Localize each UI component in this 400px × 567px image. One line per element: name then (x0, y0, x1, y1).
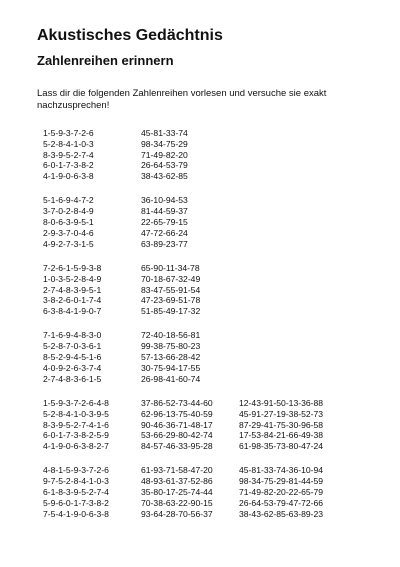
number-sequence: 45-81-33-74 (141, 128, 188, 138)
number-sequence: 98-34-75-29-81-44-59 (239, 476, 324, 487)
number-sequence: 22-65-79-15 (141, 217, 188, 228)
number-sequence: 71-49-82-20-22-65-79 (239, 487, 324, 498)
number-sequence: 1-5-9-3-7-2-6 (43, 128, 94, 138)
sequence-row (43, 330, 349, 341)
sequence-row (43, 171, 349, 182)
number-sequence: 3-8-2-6-0-1-7-4 (43, 295, 102, 306)
number-sequence: 8-5-2-9-4-5-1-6 (43, 352, 102, 363)
sequence-row (43, 150, 349, 161)
number-sequence: 6-1-8-3-9-5-2-7-4 (43, 487, 109, 498)
number-sequence: 93-64-28-70-56-37 (141, 508, 213, 519)
number-sequence: 51-85-49-17-32 (141, 306, 201, 317)
number-sequence: 26-64-53-79 (141, 160, 188, 171)
sequence-row (43, 487, 349, 498)
number-sequence: 37-86-52-73-44-60 (141, 397, 213, 408)
sequence-row (43, 160, 349, 171)
number-sequence: 6-0-1-7-3-8-2 (43, 160, 94, 171)
number-sequence: 2-7-4-8-3-9-5-1 (43, 284, 102, 295)
sequence-row (43, 398, 349, 409)
number-sequence: 62-96-13-75-40-59 (141, 408, 213, 419)
sequence-row (43, 341, 349, 352)
number-sequence: 4-8-1-5-9-3-7-2-6 (43, 465, 109, 476)
sequence-row (43, 476, 349, 487)
sequence-row (43, 430, 349, 441)
number-sequence: 98-34-75-29 (141, 138, 188, 149)
number-sequence: 61-98-35-73-80-47-24 (239, 441, 324, 452)
number-sequence: 7-5-4-1-9-0-6-3-8 (43, 508, 109, 519)
instruction-text: Lass dir die folgenden Zahlenreihen vorlesen und versuche sie exakt nachzusprechen! (37, 88, 327, 111)
number-sequence: 1-5-9-3-7-2-6-4-8 (43, 397, 109, 408)
sequence-row (43, 374, 349, 385)
number-sequence: 84-57-46-33-95-28 (141, 441, 213, 452)
sequence-row (43, 441, 349, 452)
sequence-row (43, 352, 349, 363)
number-sequence: 17-53-84-21-66-49-38 (239, 430, 324, 441)
sequence-row (43, 295, 349, 306)
sequence-row (43, 285, 349, 296)
number-sequence: 26-64-53-79-47-72-66 (239, 497, 324, 508)
sequence-row (43, 217, 349, 228)
number-sequence: 4-1-9-0-6-3-8-2-7 (43, 441, 109, 452)
number-sequence: 38-43-62-85-63-89-23 (239, 508, 324, 519)
sequence-group (43, 128, 349, 182)
number-sequence: 57-13-66-28-42 (141, 352, 201, 363)
number-sequence: 5-2-8-7-0-3-6-1 (43, 341, 102, 352)
number-sequence: 35-80-17-25-74-44 (141, 487, 213, 498)
number-sequence: 9-7-5-2-8-4-1-0-3 (43, 476, 109, 487)
number-sequence: 90-46-36-71-48-17 (141, 419, 213, 430)
number-sequence: 4-0-9-2-6-3-7-4 (43, 362, 102, 373)
number-sequence: 70-38-63-22-90-15 (141, 497, 213, 508)
sequence-row (43, 128, 349, 139)
sequence-group (43, 465, 349, 519)
number-sequence: 45-91-27-19-38-52-73 (239, 408, 324, 419)
sequence-row (43, 139, 349, 150)
sequence-group (43, 398, 349, 452)
number-sequence: 5-9-6-0-1-7-3-8-2 (43, 497, 109, 508)
sequence-row (43, 509, 349, 520)
number-sequence: 8-3-9-5-2-7-4 (43, 149, 94, 160)
number-sequence: 99-38-75-80-23 (141, 341, 201, 352)
number-sequence: 5-2-8-4-1-0-3-9-5 (43, 408, 109, 419)
number-sequence: 1-0-3-5-2-8-4-9 (43, 273, 102, 284)
number-sequence-groups (43, 128, 349, 533)
number-sequence: 3-7-0-2-8-4-9 (43, 206, 94, 217)
number-sequence: 8-3-9-5-2-7-4-1-6 (43, 419, 109, 430)
number-sequence: 5-2-8-4-1-0-3 (43, 138, 94, 149)
document-title: Akustisches Gedächtnis (37, 27, 223, 44)
number-sequence: 45-81-33-74-36-10-94 (239, 465, 324, 476)
number-sequence: 6-3-8-4-1-9-0-7 (43, 306, 102, 317)
number-sequence: 38-43-62-85 (141, 171, 188, 182)
number-sequence: 63-89-23-77 (141, 238, 188, 249)
sequence-row (43, 363, 349, 374)
number-sequence: 81-44-59-37 (141, 206, 188, 217)
number-sequence: 26-98-41-60-74 (141, 373, 201, 384)
number-sequence: 70-18-67-32-49 (141, 273, 201, 284)
sequence-group (43, 330, 349, 384)
number-sequence: 30-75-94-17-55 (141, 362, 201, 373)
number-sequence: 12-43-91-50-13-36-88 (239, 397, 324, 408)
number-sequence: 61-93-71-58-47-20 (141, 465, 213, 476)
number-sequence: 7-2-6-1-5-9-3-8 (43, 262, 102, 273)
sequence-row (43, 239, 349, 250)
number-sequence: 6-0-1-7-3-8-2-5-9 (43, 430, 109, 441)
sequence-row (43, 206, 349, 217)
number-sequence: 47-23-69-51-78 (141, 295, 201, 306)
number-sequence: 2-9-3-7-0-4-6 (43, 227, 94, 238)
sequence-row (43, 409, 349, 420)
sequence-row (43, 306, 349, 317)
sequence-row (43, 263, 349, 274)
number-sequence: 65-90-11-34-78 (141, 262, 200, 273)
number-sequence: 53-66-29-80-42-74 (141, 430, 213, 441)
number-sequence: 83-47-55-91-54 (141, 284, 201, 295)
number-sequence: 5-1-6-9-4-7-2 (43, 195, 94, 206)
sequence-group (43, 195, 349, 249)
number-sequence: 4-1-9-0-6-3-8 (43, 171, 94, 182)
number-sequence: 7-1-6-9-4-8-3-0 (43, 330, 102, 341)
number-sequence: 48-93-61-37-52-86 (141, 476, 213, 487)
sequence-row (43, 195, 349, 206)
document-subtitle: Zahlenreihen erinnern (37, 53, 174, 68)
number-sequence: 72-40-18-56-81 (141, 330, 201, 341)
sequence-row (43, 498, 349, 509)
number-sequence: 71-49-82-20 (141, 149, 188, 160)
sequence-group (43, 263, 349, 317)
number-sequence: 8-0-6-3-9-5-1 (43, 217, 94, 228)
sequence-row (43, 420, 349, 431)
number-sequence: 87-29-41-75-30-96-58 (239, 419, 324, 430)
number-sequence: 47-72-66-24 (141, 227, 188, 238)
number-sequence: 4-9-2-7-3-1-5 (43, 238, 94, 249)
number-sequence: 2-7-4-8-3-6-1-5 (43, 373, 102, 384)
sequence-row (43, 228, 349, 239)
number-sequence: 36-10-94-53 (141, 195, 188, 206)
sequence-row (43, 274, 349, 285)
sequence-row (43, 465, 349, 476)
